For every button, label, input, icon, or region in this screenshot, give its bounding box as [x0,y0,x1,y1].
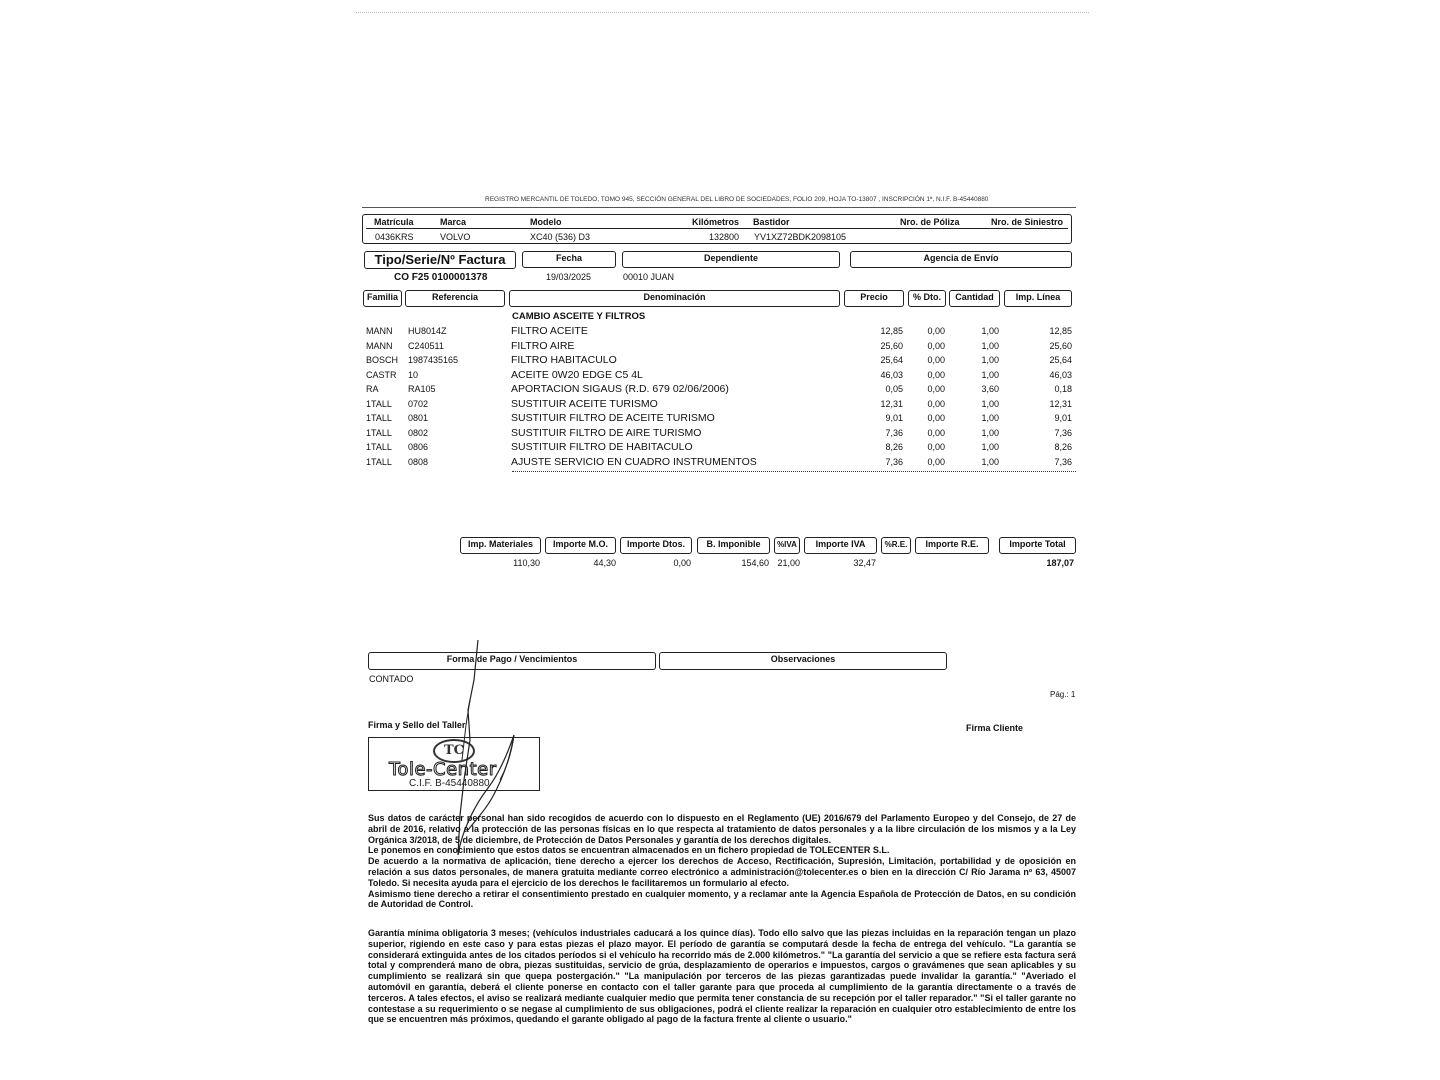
value-marca: VOLVO [440,232,471,242]
table-row [0,440,1440,454]
line-familia: RA [366,384,379,394]
line-denominacion: SUSTITUIR ACEITE TURISMO [511,397,658,410]
forma-pago-label: Forma de Pago / Vencimientos [368,652,656,670]
line-precio: 12,85 [880,326,903,336]
total-value-total: 187,07 [1046,558,1074,568]
warranty-notice [368,928,1076,1025]
warranty-paragraph: Garantía mínima obligatoria 3 meses; (vehículos industriales caducará a los quince días). Todo ello salvo que las piezas incluidas en la reparación tengan un plazo superior, rigiendo en este caso y para estas piezas el plazo mayor. El período de garantía se computará desde la fecha de entrega del vehículo. "La garantía se considerará extinguida antes de los citados períodos si el vehículo ha recorrido más de 2.000 kilómetros." "La garantía del servicio a que se refiere esta factura será total y comprenderá mano de obra, piezas sustituidas, servicio de grúa, desplazamiento de operarios e impuestos, cargos o gravámenes que sean aplicables y su cumplimiento se realizará sin que quepa postergación." "La manipulación por terceros de las piezas garantizadas puede invalidar la garantía." "Averiado el automóvil en garantía, deberá el cliente ponerse en contacto con el taller garante para que proceda al cumplimiento de la garantía directamente o a través de terceros. A tales efectos, el aviso se realizará mediante cualquier medio que permita tener constancia de su recepción por el taller reparador." "Si el taller garante no contestase a su requerimiento o se negase al cumplimiento de sus obligaciones, podrá el cliente realizar la reparación en cualquier otro establecimiento de entre los que se encuentren más próximos, quedando el garante obligado al pago de la factura frente al cliente o usuario." [368,928,1076,1025]
line-cantidad: 1,00 [981,326,999,336]
line-cantidad: 1,00 [981,427,999,438]
line-importe: 7,36 [1054,456,1072,467]
stamp-logo: TC [433,739,475,763]
line-precio: 7,36 [885,427,903,438]
total-value-iva: 32,47 [853,558,876,568]
page-number: Pág.: 1 [1050,690,1076,699]
total-value-dtos: 0,00 [673,558,691,568]
line-denominacion: ACEITE 0W20 EDGE C5 4L [511,368,643,381]
line-denominacion: SUSTITUIR FILTRO DE HABITACULO [511,441,693,453]
dependiente-value: 00010 JUAN [623,272,675,282]
total-value-pct-iva: 21,00 [777,558,800,568]
value-bastidor: YV1XZ72BDK2098105 [754,232,847,242]
line-precio: 9,01 [885,413,903,423]
total-value-base: 154,60 [741,558,769,568]
line-importe: 25,64 [1049,355,1072,365]
privacy-paragraph-2: Le ponemos en conocimiento que estos datos se encuentran almacenados en un fichero propiedad de TOLECENTER S.L. [368,845,890,856]
line-precio: 12,31 [880,398,903,409]
line-referencia: 10 [408,369,419,380]
observaciones-label: Observaciones [659,652,947,670]
line-referencia: C240511 [408,340,444,351]
line-familia: BOSCH [366,355,399,365]
line-importe: 25,60 [1049,340,1072,351]
value-km: 132800 [709,232,740,242]
lines-end-rule [512,471,1076,472]
line-dto: 0,00 [927,340,945,351]
agencia-envio-label: Agencia de Envío [850,251,1072,268]
col-cantidad: Cantidad [949,290,1000,307]
table-row [0,368,1440,382]
scan-edge-line [356,12,1089,13]
table-row [0,324,1440,338]
line-cantidad: 3,60 [981,384,999,394]
label-matricula: Matrícula [374,217,414,227]
table-row [0,411,1440,425]
col-importe-linea: Imp. Línea [1004,290,1072,307]
line-denominacion: SUSTITUIR FILTRO DE ACEITE TURISMO [511,412,715,424]
section-title: CAMBIO ASCEITE Y FILTROS [512,311,646,322]
line-referencia: 0801 [408,413,429,423]
col-denominacion: Denominación [509,290,840,307]
table-row [0,455,1440,469]
line-familia: 1TALL [366,427,392,438]
line-dto: 0,00 [927,398,945,409]
line-dto: 0,00 [927,456,945,467]
privacy-paragraph-3: De acuerdo a la normativa de aplicación, tiene derecho a ejercer los derechos de Acceso, Rectificación, Supresión, Limitación, portabilidad y de oposición en relación a sus datos personales, de manera gratuita mediante correo electrónico a administración@tolecenter.es o bien en la dirección C/ Río Jarama nº 63, 45007 Toledo. Si necesita ayuda para el ejercicio de los derechos le facilitaremos un formulario al efecto. [368,856,1076,888]
total-value-mo: 44,30 [593,558,616,568]
line-familia: 1TALL [366,442,392,452]
label-modelo: Modelo [530,217,562,227]
total-label-base: B. Imponible [697,537,770,554]
line-denominacion: FILTRO ACEITE [511,325,588,337]
col-familia: Familia [363,290,402,307]
line-cantidad: 1,00 [981,413,999,423]
line-dto: 0,00 [927,427,945,438]
label-marca: Marca [440,217,467,227]
table-row [0,339,1440,353]
line-referencia: 0802 [408,427,429,438]
line-importe: 46,03 [1049,369,1072,380]
total-label-total: Importe Total [999,537,1076,554]
line-importe: 0,18 [1054,384,1072,394]
tipo-serie-factura-label: Tipo/Serie/Nº Factura [364,251,516,269]
col-dto: % Dto. [908,290,946,307]
line-cantidad: 1,00 [981,456,999,467]
label-km: Kilómetros [692,217,740,227]
line-referencia: RA105 [408,384,436,394]
line-familia: CASTR [366,369,397,380]
line-dto: 0,00 [927,355,945,365]
table-row [0,353,1440,367]
line-cantidad: 1,00 [981,355,999,365]
line-precio: 25,60 [880,340,903,351]
line-precio: 8,26 [885,442,903,452]
total-value-materiales: 110,30 [513,558,540,568]
table-row [0,397,1440,411]
line-precio: 25,64 [880,355,903,365]
line-familia: 1TALL [366,456,392,467]
stamp-cif: C.I.F. B-45440880 [409,778,490,789]
line-dto: 0,00 [927,369,945,380]
total-label-re: Importe R.E. [915,537,989,554]
label-bastidor: Bastidor [753,217,790,227]
value-modelo: XC40 (536) D3 [530,232,591,242]
total-label-pct-re: %R.E. [881,537,911,554]
fecha-value: 19/03/2025 [546,272,592,282]
total-label-dtos: Importe Dtos. [620,537,692,554]
line-denominacion: FILTRO HABITACULO [511,354,617,366]
firma-taller-label: Firma y Sello del Taller [368,720,466,730]
privacy-paragraph-4: Asimismo tiene derecho a retirar el consentimiento prestado en cualquier momento, y a reclamar ante la Agencia Española de Protección de Datos, en su condición de Autoridad de Control. [368,888,1076,910]
line-importe: 12,31 [1049,398,1072,409]
col-referencia: Referencia [405,290,505,307]
line-precio: 7,36 [885,456,903,467]
stamp-name: Tole-Center [389,759,497,780]
line-cantidad: 1,00 [981,442,999,452]
line-familia: 1TALL [366,398,392,409]
fecha-label: Fecha [522,251,616,268]
col-precio: Precio [844,290,904,307]
line-dto: 0,00 [927,326,945,336]
line-denominacion: AJUSTE SERVICIO EN CUADRO INSTRUMENTOS [511,455,757,468]
line-importe: 12,85 [1049,326,1072,336]
dependiente-label: Dependiente [622,251,840,268]
line-referencia: 1987435165 [408,355,459,365]
line-referencia: 0806 [408,442,429,452]
line-cantidad: 1,00 [981,369,999,380]
tipo-serie-factura-value: CO F25 0100001378 [394,272,488,283]
total-label-pct-iva: %IVA [774,537,800,554]
line-denominacion: APORTACION SIGAUS (R.D. 679 02/06/2006) [511,383,729,395]
registry-rule [362,207,1076,208]
table-row [0,382,1440,396]
label-siniestro: Nro. de Siniestro [991,217,1064,227]
line-familia: 1TALL [366,413,392,423]
line-importe: 8,26 [1054,442,1072,452]
line-cantidad: 1,00 [981,398,999,409]
label-poliza: Nro. de Póliza [900,217,960,227]
privacy-notice [368,813,1076,910]
line-importe: 9,01 [1054,413,1072,423]
line-dto: 0,00 [927,384,945,394]
line-cantidad: 1,00 [981,340,999,351]
line-precio: 0,05 [885,384,903,394]
registry-line: REGISTRO MERCANTIL DE TOLEDO, TOMO 945, SECCIÓN GENERAL DEL LIBRO DE SOCIEDADES, FOLIO 209, HOJA TO-13807 , INSCRIPCIÓN 1ª, N.I.F. B-45440880 [485,196,989,203]
line-denominacion: FILTRO AIRE [511,339,575,352]
total-label-materiales: Imp. Materiales [460,537,541,554]
line-dto: 0,00 [927,442,945,452]
firma-cliente-label: Firma Cliente [966,723,1024,733]
line-referencia: HU8014Z [408,326,447,336]
table-row [0,426,1440,440]
forma-pago-value: CONTADO [369,674,414,684]
line-denominacion: SUSTITUIR FILTRO DE AIRE TURISMO [511,426,702,439]
line-referencia: 0808 [408,456,429,467]
total-label-mo: Importe M.O. [545,537,616,554]
vehicle-header-rule [366,228,1068,229]
line-dto: 0,00 [927,413,945,423]
line-precio: 46,03 [880,369,903,380]
line-familia: MANN [366,326,393,336]
privacy-paragraph-1: Sus datos de carácter personal han sido recogidos de acuerdo con lo dispuesto en el Reglamento (UE) 2016/679 del Parlamento Europeo y del Consejo, de 27 de abril de 2016, relativo a la protección de las personas físicas en lo que respecta al tratamiento de datos personales y a la libre circulación de los mismos y a la Ley Orgánica 3/2018, de 5 de diciembre, de Protección de Datos Personales y garantía de los derechos digitales. [368,813,1076,845]
line-importe: 7,36 [1054,427,1072,438]
line-referencia: 0702 [408,398,429,409]
value-matricula: 0436KRS [375,232,414,242]
line-familia: MANN [366,340,393,351]
total-label-iva: Importe IVA [804,537,877,554]
